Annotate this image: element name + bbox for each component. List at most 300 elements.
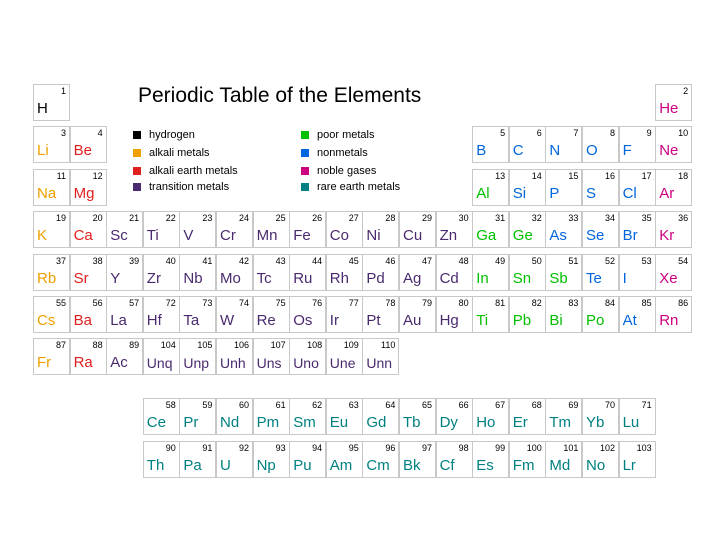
atomic-number: 108 — [307, 340, 323, 351]
element-cell — [33, 84, 70, 121]
element-cell — [399, 254, 436, 291]
element-cell — [472, 398, 509, 435]
atomic-number: 74 — [238, 298, 249, 308]
element-cell — [619, 398, 656, 435]
element-symbol: No — [586, 457, 606, 474]
element-cell — [545, 211, 582, 248]
atomic-number: 38 — [92, 255, 103, 266]
element-symbol: P — [549, 184, 560, 202]
element-symbol: Cu — [403, 227, 423, 245]
atomic-number: 14 — [531, 170, 542, 181]
element-cell — [179, 254, 216, 291]
element-symbol: Ba — [73, 312, 92, 329]
atomic-number: 39 — [129, 255, 140, 266]
element-symbol: Ne — [659, 142, 679, 160]
atomic-number: 99 — [495, 443, 506, 453]
element-cell — [582, 211, 619, 248]
atomic-number: 86 — [678, 298, 689, 308]
element-cell — [33, 296, 70, 333]
legend-label: poor metals — [317, 129, 375, 141]
atomic-number: 9 — [646, 128, 652, 139]
element-cell — [216, 254, 253, 291]
atomic-number: 40 — [165, 255, 176, 266]
atomic-number: 94 — [312, 443, 323, 453]
element-cell — [326, 254, 363, 291]
atomic-number: 95 — [348, 443, 359, 453]
atomic-number: 33 — [568, 213, 579, 224]
element-cell — [545, 441, 582, 478]
element-cell — [70, 254, 107, 291]
legend-swatch — [133, 149, 141, 157]
element-symbol: Be — [73, 142, 92, 160]
element-symbol: Hf — [146, 312, 162, 329]
atomic-number: 88 — [92, 340, 103, 351]
element-cell — [436, 211, 473, 248]
atomic-number: 105 — [197, 340, 213, 351]
legend-swatch — [133, 167, 141, 175]
element-symbol: Tc — [256, 269, 272, 287]
atomic-number: 90 — [165, 443, 176, 453]
element-symbol: Hg — [439, 312, 459, 329]
element-symbol: Ti — [146, 227, 159, 245]
element-symbol: Mo — [220, 269, 241, 287]
atomic-number: 54 — [678, 255, 689, 266]
atomic-number: 80 — [458, 298, 469, 308]
atomic-number: 19 — [55, 213, 66, 224]
element-symbol: Md — [549, 457, 571, 474]
element-symbol: U — [220, 457, 231, 474]
legend-label: nonmetals — [317, 147, 368, 159]
atomic-number: 84 — [604, 298, 615, 308]
element-symbol: Lu — [622, 414, 640, 431]
atomic-number: 109 — [343, 340, 359, 351]
atomic-number: 56 — [92, 298, 103, 308]
atomic-number: 23 — [202, 213, 213, 224]
atomic-number: 92 — [238, 443, 249, 453]
atomic-number: 52 — [604, 255, 615, 266]
atomic-number: 59 — [202, 400, 213, 410]
element-symbol: Si — [512, 184, 527, 202]
element-cell — [472, 254, 509, 291]
element-cell — [582, 398, 619, 435]
element-cell — [545, 126, 582, 163]
element-cell — [106, 338, 143, 375]
element-symbol: Uns — [256, 355, 282, 372]
element-cell — [326, 441, 363, 478]
element-cell — [143, 398, 180, 435]
element-cell — [545, 169, 582, 206]
element-cell — [106, 296, 143, 333]
element-symbol: Po — [586, 312, 605, 329]
element-cell — [216, 398, 253, 435]
atomic-number: 30 — [458, 213, 469, 224]
element-symbol: Ga — [476, 227, 497, 245]
element-cell — [545, 254, 582, 291]
element-cell — [509, 441, 546, 478]
atomic-number: 93 — [275, 443, 286, 453]
atomic-number: 17 — [641, 170, 652, 181]
legend-swatch — [301, 183, 309, 191]
element-cell — [619, 254, 656, 291]
element-cell — [472, 169, 509, 206]
element-cell — [253, 441, 290, 478]
element-cell — [289, 254, 326, 291]
atomic-number: 29 — [421, 213, 432, 224]
atomic-number: 48 — [458, 255, 469, 266]
atomic-number: 76 — [312, 298, 323, 308]
element-cell — [619, 296, 656, 333]
atomic-number: 71 — [641, 400, 652, 410]
element-symbol: N — [549, 142, 561, 160]
element-symbol: Cf — [439, 457, 455, 474]
element-symbol: Au — [403, 312, 422, 329]
element-cell — [70, 338, 107, 375]
element-cell — [436, 296, 473, 333]
element-symbol: Pr — [183, 414, 199, 431]
element-symbol: At — [622, 312, 637, 329]
atomic-number: 24 — [238, 213, 249, 224]
element-symbol: Al — [476, 184, 490, 202]
atomic-number: 10 — [678, 128, 689, 139]
element-cell — [509, 126, 546, 163]
legend-swatch — [301, 167, 309, 175]
element-cell — [436, 254, 473, 291]
element-cell — [179, 338, 216, 375]
element-symbol: Ar — [659, 184, 675, 202]
element-cell — [326, 211, 363, 248]
atomic-number: 8 — [609, 128, 615, 139]
element-symbol: Co — [329, 227, 349, 245]
element-symbol: Na — [37, 184, 57, 202]
element-symbol: Te — [586, 269, 602, 287]
element-symbol: Dy — [439, 414, 458, 431]
legend-label: alkali earth metals — [149, 165, 238, 177]
element-cell — [655, 211, 692, 248]
element-cell — [362, 398, 399, 435]
element-symbol: Zr — [146, 269, 161, 287]
page-title: Periodic Table of the Elements — [138, 84, 422, 107]
element-symbol: Th — [146, 457, 165, 474]
element-cell — [619, 169, 656, 206]
element-symbol: Ca — [73, 227, 93, 245]
element-cell — [655, 296, 692, 333]
atomic-number: 11 — [56, 170, 66, 181]
element-cell — [582, 126, 619, 163]
atomic-number: 47 — [421, 255, 432, 266]
element-symbol: Cs — [37, 312, 56, 329]
element-symbol: Cr — [220, 227, 236, 245]
element-cell — [289, 338, 326, 375]
atomic-number: 67 — [495, 400, 506, 410]
atomic-number: 16 — [604, 170, 615, 181]
element-symbol: Np — [256, 457, 276, 474]
element-symbol: Gd — [366, 414, 387, 431]
legend-label: hydrogen — [149, 129, 195, 141]
element-cell — [216, 338, 253, 375]
element-symbol: La — [110, 312, 127, 329]
element-cell — [289, 398, 326, 435]
element-symbol: Sb — [549, 269, 568, 287]
element-cell — [399, 211, 436, 248]
element-symbol: Nd — [220, 414, 240, 431]
atomic-number: 62 — [312, 400, 323, 410]
element-cell — [582, 254, 619, 291]
atomic-number: 45 — [348, 255, 359, 266]
element-symbol: Fe — [293, 227, 311, 245]
legend-swatch — [301, 149, 309, 157]
element-cell — [70, 211, 107, 248]
element-symbol: K — [37, 227, 48, 245]
element-symbol: Eu — [329, 414, 349, 431]
atomic-number: 100 — [526, 443, 542, 453]
element-symbol: Unh — [220, 355, 246, 372]
atomic-number: 78 — [385, 298, 396, 308]
element-cell — [179, 296, 216, 333]
element-cell — [436, 398, 473, 435]
element-symbol: Ra — [73, 354, 93, 372]
element-cell — [655, 126, 692, 163]
element-cell — [582, 441, 619, 478]
element-cell — [33, 254, 70, 291]
element-symbol: Rn — [659, 312, 679, 329]
element-cell — [253, 338, 290, 375]
element-symbol: Fm — [512, 457, 535, 474]
element-cell — [362, 211, 399, 248]
element-cell — [33, 126, 70, 163]
element-cell — [509, 211, 546, 248]
element-symbol: F — [622, 142, 632, 160]
element-cell — [143, 211, 180, 248]
atomic-number: 104 — [160, 340, 176, 351]
atomic-number: 82 — [531, 298, 542, 308]
atomic-number: 3 — [60, 128, 66, 139]
atomic-number: 36 — [678, 213, 689, 224]
element-symbol: Sm — [293, 414, 316, 431]
atomic-number: 70 — [604, 400, 615, 410]
atomic-number: 60 — [238, 400, 249, 410]
element-cell — [399, 398, 436, 435]
atomic-number: 27 — [348, 213, 359, 224]
element-symbol: Cm — [366, 457, 390, 474]
atomic-number: 43 — [275, 255, 286, 266]
element-cell — [619, 441, 656, 478]
atomic-number: 75 — [275, 298, 286, 308]
element-symbol: Yb — [586, 414, 605, 431]
atomic-number: 55 — [55, 298, 66, 308]
element-symbol: Ru — [293, 269, 313, 287]
element-cell — [33, 211, 70, 248]
element-cell — [362, 338, 399, 375]
atomic-number: 18 — [678, 170, 689, 181]
element-cell — [289, 296, 326, 333]
element-symbol: Ho — [476, 414, 496, 431]
atomic-number: 58 — [165, 400, 176, 410]
element-symbol: C — [512, 142, 524, 160]
legend-swatch — [133, 131, 141, 139]
legend-swatch — [301, 131, 309, 139]
atomic-number: 72 — [165, 298, 176, 308]
legend-swatch — [133, 183, 141, 191]
element-symbol: Br — [622, 227, 638, 245]
atomic-number: 49 — [495, 255, 506, 266]
element-cell — [326, 398, 363, 435]
element-cell — [399, 441, 436, 478]
element-symbol: Xe — [659, 269, 678, 287]
atomic-number: 97 — [421, 443, 432, 453]
element-symbol: Y — [110, 269, 121, 287]
atomic-number: 12 — [92, 170, 103, 181]
element-symbol: As — [549, 227, 567, 245]
element-cell — [472, 126, 509, 163]
atomic-number: 61 — [275, 400, 286, 410]
legend-label: transition metals — [149, 181, 230, 193]
element-symbol: Zn — [439, 227, 458, 245]
element-cell — [362, 441, 399, 478]
atomic-number: 107 — [270, 340, 286, 351]
element-symbol: Uno — [293, 355, 319, 372]
element-cell — [179, 441, 216, 478]
atomic-number: 66 — [458, 400, 469, 410]
atomic-number: 63 — [348, 400, 359, 410]
atomic-number: 64 — [385, 400, 396, 410]
element-cell — [179, 398, 216, 435]
atomic-number: 87 — [55, 340, 66, 351]
element-symbol: Ce — [146, 414, 166, 431]
atomic-number: 46 — [385, 255, 396, 266]
element-symbol: Kr — [659, 227, 675, 245]
element-symbol: Os — [293, 312, 313, 329]
element-cell — [509, 169, 546, 206]
element-symbol: Ir — [329, 312, 339, 329]
element-symbol: Fr — [37, 354, 52, 372]
element-symbol: Ac — [110, 354, 128, 372]
element-cell — [253, 398, 290, 435]
element-symbol: Se — [586, 227, 605, 245]
element-symbol: H — [37, 100, 48, 117]
element-symbol: Cd — [439, 269, 459, 287]
atomic-number: 37 — [55, 255, 66, 266]
element-symbol: Pt — [366, 312, 381, 329]
element-cell — [472, 296, 509, 333]
element-symbol: Bi — [549, 312, 563, 329]
atomic-number: 83 — [568, 298, 579, 308]
legend-label: rare earth metals — [317, 181, 401, 193]
atomic-number: 53 — [641, 255, 652, 266]
element-symbol: Unn — [366, 355, 393, 372]
element-cell — [362, 296, 399, 333]
atomic-number: 65 — [421, 400, 432, 410]
element-symbol: Sn — [512, 269, 532, 287]
element-cell — [545, 398, 582, 435]
element-cell — [70, 296, 107, 333]
element-symbol: Une — [329, 355, 356, 372]
element-symbol: I — [622, 269, 627, 287]
element-symbol: Pb — [512, 312, 532, 329]
atomic-number: 35 — [641, 213, 652, 224]
element-cell — [289, 211, 326, 248]
element-symbol: Nb — [183, 269, 203, 287]
element-cell — [216, 211, 253, 248]
atomic-number: 89 — [129, 340, 140, 351]
element-symbol: W — [220, 312, 235, 329]
atomic-number: 41 — [202, 255, 213, 266]
element-cell — [582, 296, 619, 333]
atomic-number: 85 — [641, 298, 652, 308]
atomic-number: 26 — [312, 213, 323, 224]
element-cell — [143, 254, 180, 291]
element-cell — [70, 126, 107, 163]
element-cell — [253, 254, 290, 291]
atomic-number: 44 — [312, 255, 323, 266]
legend-label: alkali metals — [149, 147, 210, 159]
atomic-number: 79 — [421, 298, 432, 308]
atomic-number: 31 — [495, 213, 506, 224]
element-symbol: S — [586, 184, 597, 202]
atomic-number: 13 — [495, 170, 506, 181]
element-symbol: Rb — [37, 269, 57, 287]
element-symbol: Sr — [73, 269, 89, 287]
element-cell — [143, 441, 180, 478]
atomic-number: 25 — [275, 213, 286, 224]
element-symbol: He — [659, 100, 679, 117]
element-cell — [399, 296, 436, 333]
atomic-number: 34 — [604, 213, 615, 224]
element-cell — [106, 254, 143, 291]
element-cell — [472, 211, 509, 248]
element-cell — [655, 254, 692, 291]
element-symbol: Er — [512, 414, 528, 431]
element-cell — [216, 441, 253, 478]
atomic-number: 20 — [92, 213, 103, 224]
element-cell — [326, 338, 363, 375]
atomic-number: 32 — [531, 213, 542, 224]
element-cell — [472, 441, 509, 478]
element-cell — [326, 296, 363, 333]
atomic-number: 102 — [599, 443, 615, 453]
element-symbol: Li — [37, 142, 49, 160]
element-symbol: Cl — [622, 184, 637, 202]
element-symbol: Ag — [403, 269, 422, 287]
atomic-number: 57 — [129, 298, 140, 308]
atomic-number: 2 — [683, 86, 689, 96]
atomic-number: 77 — [348, 298, 359, 308]
element-symbol: Unp — [183, 355, 210, 372]
element-cell — [509, 398, 546, 435]
atomic-number: 28 — [385, 213, 396, 224]
atomic-number: 110 — [381, 340, 396, 351]
element-cell — [582, 169, 619, 206]
element-cell — [33, 338, 70, 375]
atomic-number: 21 — [129, 213, 140, 224]
element-symbol: Unq — [146, 355, 173, 372]
element-cell — [362, 254, 399, 291]
atomic-number: 7 — [573, 128, 579, 139]
element-cell — [619, 126, 656, 163]
atomic-number: 106 — [233, 340, 249, 351]
element-symbol: Bk — [403, 457, 421, 474]
element-symbol: Pu — [293, 457, 312, 474]
atomic-number: 50 — [531, 255, 542, 266]
element-cell — [253, 296, 290, 333]
element-symbol: O — [586, 142, 598, 160]
element-symbol: Lr — [622, 457, 636, 474]
element-cell — [655, 169, 692, 206]
element-symbol: Es — [476, 457, 494, 474]
element-symbol: Re — [256, 312, 276, 329]
element-symbol: Mn — [256, 227, 278, 245]
atomic-number: 1 — [60, 86, 66, 96]
element-symbol: Ta — [183, 312, 200, 329]
